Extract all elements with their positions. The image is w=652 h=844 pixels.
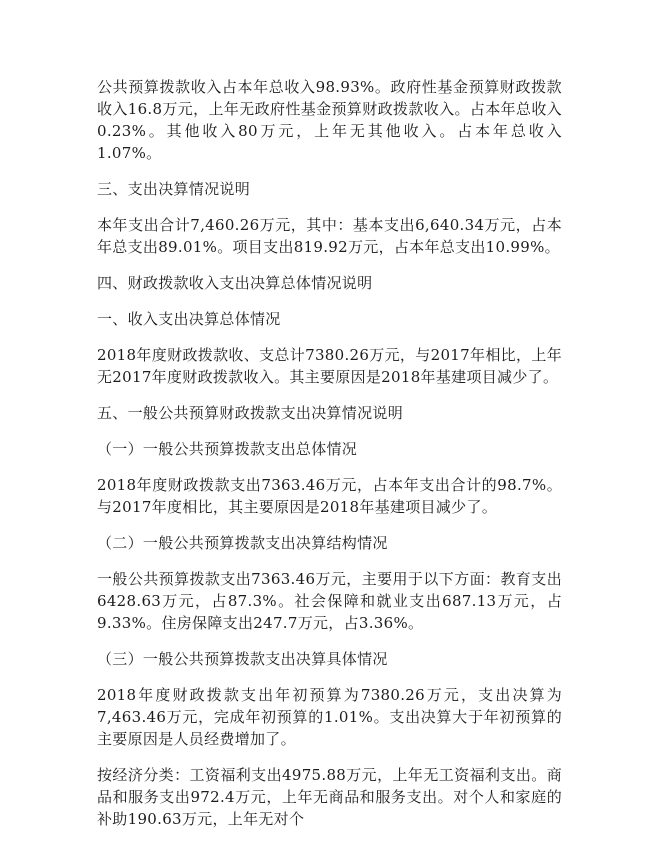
subsection-heading-structure: （二）一般公共预算拨款支出决算结构情况 — [97, 534, 388, 552]
subsection-heading-specific: （三）一般公共预算拨款支出决算具体情况 — [97, 650, 388, 668]
subsection-heading-income-expense: 一、收入支出决算总体情况 — [97, 310, 281, 328]
paragraph-economic-classification: 按经济分类：工资福利支出4975.88万元，上年无工资福利支出。商品和服务支出972.4万元，上年无商品和服务支出。对个人和家庭的补助190.63万元，上年无对个 — [97, 766, 562, 828]
subsection-heading-overall: （一）一般公共预算拨款支出总体情况 — [97, 440, 358, 458]
section-heading-expenditure: 三、支出决算情况说明 — [97, 180, 251, 198]
section-heading-public-budget: 五、一般公共预算财政拨款支出决算情况说明 — [97, 404, 404, 422]
paragraph-expenditure-total: 本年支出合计7,460.26万元，其中：基本支出6,640.34万元，占本年总支出89.01%。项目支出819.92万元，占本年总支出10.99%。 — [97, 216, 562, 256]
section-heading-fiscal-overall: 四、财政拨款收入支出决算总体情况说明 — [97, 274, 373, 292]
paragraph-fiscal-total: 2018年度财政拨款收、支总计7380.26万元，与2017年相比，上年无2017年度财政拨款收入。其主要原因是2018年基建项目减少了。 — [97, 346, 562, 386]
paragraph-budget-expenditure: 2018年度财政拨款支出7363.46万元，占本年支出合计的98.7%。与2017年度相比，其主要原因是2018年基建项目减少了。 — [97, 476, 562, 516]
paragraph-income-composition: 公共预算拨款收入占本年总收入98.93%。政府性基金预算财政拨款收入16.8万元，上年无政府性基金预算财政拨款收入。占本年总收入0.23%。其他收入80万元，上年无其他收入。占本年总收入1.07%。 — [97, 78, 562, 162]
paragraph-expenditure-structure: 一般公共预算拨款支出7363.46万元，主要用于以下方面：教育支出6428.63万元，占87.3%。社会保障和就业支出687.13万元，占9.33%。住房保障支出247.7万元，占3.36%。 — [97, 570, 562, 632]
paragraph-budget-vs-final: 2018年度财政拨款支出年初预算为7380.26万元，支出决算为7,463.46万元，完成年初预算的1.01%。支出决算大于年初预算的主要原因是人员经费增加了。 — [97, 686, 562, 748]
